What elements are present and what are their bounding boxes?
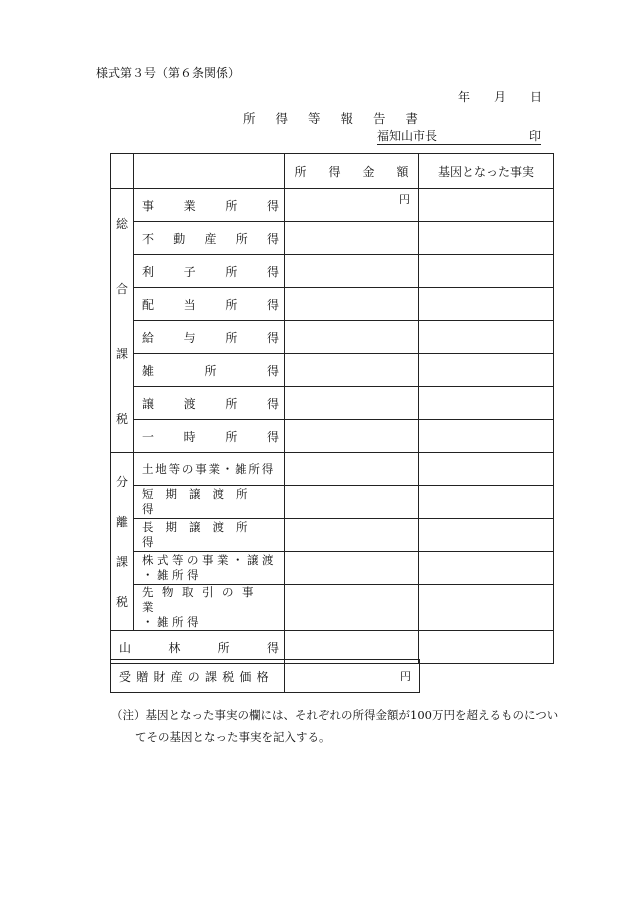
header-basis: 基因となった事実 bbox=[419, 154, 554, 189]
label-char: 給 bbox=[142, 330, 155, 345]
label-line: ・雑所得 bbox=[142, 615, 202, 629]
label-char: 所 bbox=[204, 363, 217, 378]
label-char: 不 bbox=[142, 231, 155, 246]
label-char: 得 bbox=[266, 231, 279, 246]
label-char: 山 bbox=[119, 640, 132, 655]
document-title bbox=[243, 109, 418, 127]
header-corner-cell bbox=[111, 154, 134, 189]
amount-cell[interactable] bbox=[285, 420, 419, 453]
title-char: 報 bbox=[340, 111, 353, 126]
seal-mark: 印 bbox=[528, 129, 541, 143]
basis-cell[interactable] bbox=[419, 354, 554, 387]
label-char: 雑 bbox=[142, 363, 155, 378]
table-row bbox=[111, 387, 554, 420]
label-char: 得 bbox=[266, 363, 279, 378]
label-line: 土地等の事業・雑所得 bbox=[142, 461, 275, 476]
table-row bbox=[111, 255, 554, 288]
label-char: 産 bbox=[204, 231, 217, 246]
label-char: 所 bbox=[225, 264, 238, 279]
label-char: 一 bbox=[142, 429, 155, 444]
date-day-label: 日 bbox=[529, 90, 542, 104]
row-label bbox=[134, 420, 285, 453]
header-amount-char: 金 bbox=[362, 164, 375, 179]
note-line-2: てその基因となった事実を記入する。 bbox=[135, 730, 331, 744]
note-line-1: （注）基因となった事実の欄には、それぞれの所得金額が100万円を超えるものについ bbox=[111, 708, 559, 722]
table-row bbox=[111, 660, 420, 693]
label-char: 利 bbox=[142, 264, 155, 279]
section-char: 課 bbox=[115, 555, 128, 569]
amount-cell[interactable] bbox=[285, 519, 419, 552]
row-label bbox=[134, 354, 285, 387]
date-line bbox=[458, 88, 542, 105]
label-char: 所 bbox=[225, 396, 238, 411]
basis-cell[interactable] bbox=[419, 519, 554, 552]
label-char: 所 bbox=[235, 231, 248, 246]
header-blank-cell bbox=[134, 154, 285, 189]
gift-label bbox=[111, 660, 285, 693]
yen-unit: 円 bbox=[400, 670, 411, 683]
table-row bbox=[111, 585, 554, 631]
row-label bbox=[134, 486, 285, 519]
amount-cell[interactable] bbox=[285, 321, 419, 354]
label-line: ・雑所得 bbox=[142, 568, 202, 582]
label-char: 得 bbox=[266, 640, 279, 655]
basis-cell[interactable] bbox=[419, 255, 554, 288]
label-char: 得 bbox=[266, 429, 279, 444]
section-char: 税 bbox=[115, 411, 128, 426]
header-amount bbox=[285, 154, 419, 189]
row-label bbox=[134, 255, 285, 288]
amount-cell[interactable] bbox=[285, 585, 419, 631]
amount-cell[interactable] bbox=[285, 552, 419, 585]
row-label bbox=[134, 585, 285, 631]
basis-cell[interactable] bbox=[419, 222, 554, 255]
table-row bbox=[111, 354, 554, 387]
label-line: 長期譲渡所得 bbox=[142, 520, 260, 549]
label-char: 業 bbox=[183, 198, 196, 213]
basis-cell[interactable] bbox=[419, 288, 554, 321]
label-char: 与 bbox=[183, 330, 196, 345]
date-month-label: 月 bbox=[493, 90, 506, 104]
basis-cell[interactable] bbox=[419, 387, 554, 420]
basis-cell[interactable] bbox=[419, 189, 554, 222]
date-year-label: 年 bbox=[458, 90, 471, 104]
label-char: 所 bbox=[225, 297, 238, 312]
header-amount-char: 額 bbox=[396, 164, 409, 179]
amount-cell[interactable] bbox=[285, 387, 419, 420]
label-char: 所 bbox=[217, 640, 230, 655]
form-number: 様式第３号（第６条関係） bbox=[96, 66, 241, 80]
section-char: 課 bbox=[115, 346, 128, 361]
addressee-name: 福知山市長 bbox=[377, 129, 438, 143]
basis-cell[interactable] bbox=[419, 552, 554, 585]
income-report-table bbox=[110, 153, 554, 664]
row-label bbox=[134, 321, 285, 354]
addressee-line bbox=[377, 128, 541, 145]
row-label bbox=[134, 288, 285, 321]
row-label bbox=[134, 519, 285, 552]
label-char: 所 bbox=[225, 330, 238, 345]
table-row bbox=[111, 519, 554, 552]
basis-cell[interactable] bbox=[419, 585, 554, 631]
section-char: 離 bbox=[115, 515, 128, 529]
basis-cell[interactable] bbox=[419, 631, 554, 664]
basis-cell[interactable] bbox=[419, 486, 554, 519]
amount-cell[interactable] bbox=[285, 453, 419, 486]
label-char: 事 bbox=[142, 198, 155, 213]
table-row bbox=[111, 321, 554, 354]
header-amount-char: 所 bbox=[294, 164, 307, 179]
section-char: 分 bbox=[115, 475, 128, 489]
section-char: 合 bbox=[115, 281, 128, 296]
basis-cell[interactable] bbox=[419, 420, 554, 453]
title-char: 等 bbox=[307, 111, 321, 126]
table-row bbox=[111, 420, 554, 453]
gift-label-text: 受贈財産の課税価格 bbox=[119, 669, 274, 684]
basis-cell[interactable] bbox=[419, 453, 554, 486]
row-label bbox=[134, 387, 285, 420]
header-amount-char: 得 bbox=[328, 164, 341, 179]
label-char: 当 bbox=[183, 297, 196, 312]
title-char: 得 bbox=[275, 111, 288, 126]
label-char: 得 bbox=[266, 396, 279, 411]
label-char: 得 bbox=[266, 297, 279, 312]
title-char: 告 bbox=[372, 111, 386, 126]
label-char: 配 bbox=[142, 297, 155, 312]
label-line: 短期譲渡所得 bbox=[142, 487, 260, 516]
table-row bbox=[111, 288, 554, 321]
table-header-row bbox=[111, 154, 554, 189]
gift-value-table bbox=[110, 659, 420, 693]
section-char: 税 bbox=[115, 595, 128, 609]
label-char: 得 bbox=[266, 198, 279, 213]
section-char: 総 bbox=[115, 216, 128, 231]
yen-unit: 円 bbox=[399, 193, 410, 206]
label-char: 動 bbox=[173, 231, 186, 246]
label-char: 時 bbox=[183, 429, 196, 444]
table-row bbox=[111, 453, 554, 486]
title-char: 書 bbox=[405, 111, 418, 126]
amount-cell[interactable] bbox=[285, 354, 419, 387]
title-char: 所 bbox=[243, 111, 256, 126]
row-label bbox=[134, 189, 285, 222]
label-char: 所 bbox=[225, 429, 238, 444]
row-label bbox=[134, 453, 285, 486]
section-label-general bbox=[111, 189, 134, 453]
label-char: 林 bbox=[168, 640, 181, 655]
label-char: 所 bbox=[225, 198, 238, 213]
amount-cell[interactable] bbox=[285, 222, 419, 255]
label-char: 子 bbox=[183, 264, 196, 279]
table-row bbox=[111, 486, 554, 519]
label-char: 渡 bbox=[183, 396, 196, 411]
amount-cell[interactable] bbox=[285, 255, 419, 288]
basis-cell[interactable] bbox=[419, 321, 554, 354]
label-line: 株式等の事業・譲渡 bbox=[142, 553, 277, 567]
gift-amount-cell[interactable] bbox=[285, 660, 420, 693]
row-label bbox=[134, 222, 285, 255]
table-row bbox=[111, 189, 554, 222]
row-label bbox=[134, 552, 285, 585]
label-line: 先物取引の事業 bbox=[142, 585, 262, 614]
amount-cell[interactable] bbox=[285, 189, 419, 222]
amount-cell[interactable] bbox=[285, 486, 419, 519]
amount-cell[interactable] bbox=[285, 288, 419, 321]
section-label-separate bbox=[111, 453, 134, 631]
label-char: 譲 bbox=[142, 396, 155, 411]
table-row bbox=[111, 552, 554, 585]
table-row bbox=[111, 222, 554, 255]
label-char: 得 bbox=[266, 330, 279, 345]
label-char: 得 bbox=[266, 264, 279, 279]
